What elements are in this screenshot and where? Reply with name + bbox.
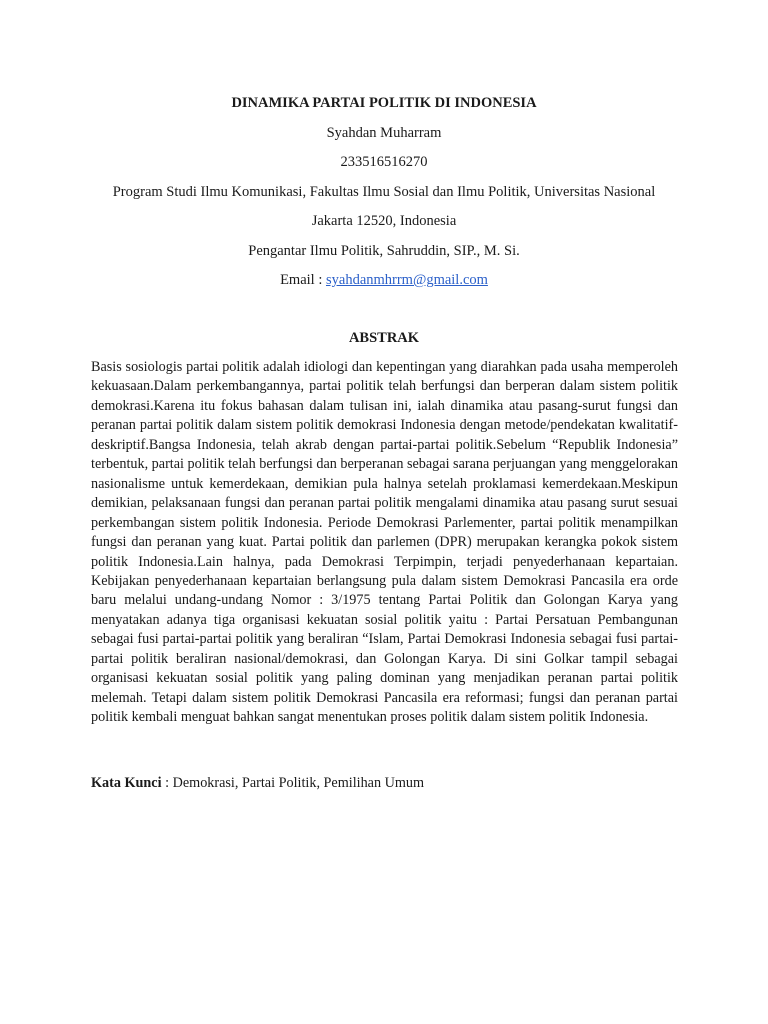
author-name: Syahdan Muharram <box>326 124 442 141</box>
paper-title: DINAMIKA PARTAI POLITIK DI INDONESIA <box>231 95 537 111</box>
email-line <box>60 266 708 296</box>
affiliation-line-1: Program Studi Ilmu Komunikasi, Fakultas Ilmu Sosial dan Ilmu Politik, Universitas Nasional <box>112 183 656 200</box>
keywords-label: Kata Kunci <box>91 775 162 791</box>
student-id: 233516516270 <box>340 154 428 170</box>
affiliation-line-2: Jakarta 12520, Indonesia <box>311 213 457 229</box>
course-info: Pengantar Ilmu Politik, Sahruddin, SIP., M. Si. <box>248 242 520 259</box>
abstract-heading: ABSTRAK <box>348 330 420 346</box>
abstract-body: Basis sosiologis partai politik adalah idiologi dan kepentingan yang diarahkan pada usaha memperoleh kekuasaan.Dalam perkembangannya, partai politik telah berfungsi dan berperan dalam sistem politik demokrasi.Karena itu fokus bahasan dalam tulisan ini, ialah dinamika atau pasang-surut fungsi dan peranan partai politik dalam sistem politik demokrasi Indonesia dengan metode/pendekatan kwalitatif-deskriptif.Bangsa Indonesia, telah akrab dengan partai-partai politik.Sebelum “Republik Indonesia” terbentuk, partai politik telah berfungsi dan berperanan sebagai sarana perjuangan yang menggelorakan nasionalisme untuk kemerdekaan, demikian pula halnya setelah proklamasi kemerdekaan.Meskipun demikian, pelaksanaan fungsi dan peranan partai politik mengalami dinamika atau pasang surut sesuai perkembangan sistem politik Indonesia. Periode Demokrasi Parlementer, partai politik menampilkan fungsi dan peranan yang kuat. Partai politik dan parlemen (DPR) merupakan kerangka pokok sistem politik Indonesia.Lain halnya, pada Demokrasi Terpimpin, terjadi penyederhanaan kepartaian. Kebijakan penyederhanaan kepartaian berlangsung pula dalam sistem Demokrasi Pancasila era orde baru melalui undang-undang Nomor : 3/1975 tentang Partai Politik dan Golongan Karya yang menyatakan adanya tiga organisasi kekuatan sosial politik yaitu : Partai Persatuan Pembangunan sebagai fusi partai-partai politik yang beraliran “Islam, Partai Demokrasi Indonesia sebagai fusi partai-partai politik beraliran nasional/demokrasi, dan Golongan Karya. Di sini Golkar tampil sebagai organisasi kekuatan sosial politik yang paling dominan yang menjadikan peranan partai politik melemah. Tetapi dalam sistem politik Demokrasi Pancasila era reformasi; fungsi dan peranan partai politik kembali menguat bahkan sangat menentukan proses politik dalam sistem politik Indonesia. <box>91 359 678 726</box>
email-label: Email : <box>280 272 326 288</box>
paper-header <box>60 89 708 296</box>
keywords-separator: : <box>161 775 173 791</box>
keywords-line <box>91 773 678 793</box>
keywords-text: Demokrasi, Partai Politik, Pemilihan Umum <box>172 775 425 791</box>
email-link[interactable]: syahdanmhrrm@gmail.com <box>325 272 488 288</box>
